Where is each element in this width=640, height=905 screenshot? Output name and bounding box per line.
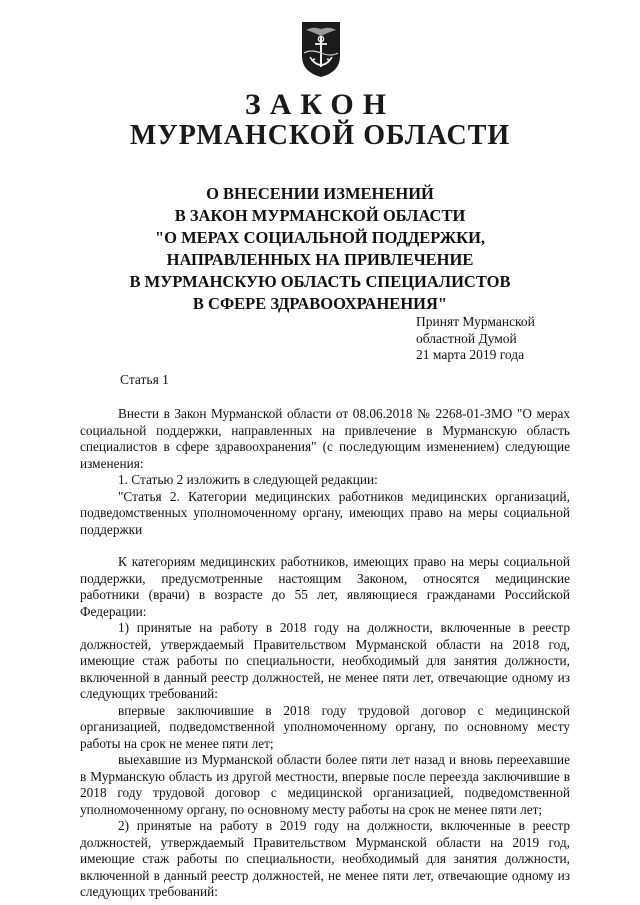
subtitle-line: "О МЕРАХ СОЦИАЛЬНОЙ ПОДДЕРЖКИ,	[154, 228, 486, 247]
law-title: ЗАКОН	[244, 88, 396, 121]
adoption-note	[416, 314, 535, 364]
paragraph: Внести в Закон Мурманской области от 08.06.2018 № 2268-01-ЗМО "О мерах социальной поддержки, направленных на привлечение в Мурманскую область специалистов в сфере здравоохранения" (с последующим изменением) следующие изменения:	[80, 406, 570, 471]
adoption-line: Принят Мурманской	[416, 314, 535, 329]
article-body	[80, 406, 570, 901]
subtitle-line: В ЗАКОН МУРМАНСКОЙ ОБЛАСТИ	[174, 206, 466, 225]
law-subtitle	[0, 183, 640, 315]
paragraph: 2) принятые на работу в 2019 году на должности, включенные в реестр должностей, утверждаемый Правительством Мурманской области на 2019 год, имеющие стаж работы по специальности, необходимый для занятия должности, включенной в данный реестр должностей, не менее пяти лет, отвечающие одному из следующих требований:	[80, 818, 570, 899]
region-title: МУРМАНСКОЙ ОБЛАСТИ	[129, 120, 511, 151]
paragraph: К категориям медицинских работников, имеющих право на меры социальной поддержки, предусмотренные настоящим Законом, относятся медицинские работники (врачи) в возрасте до 55 лет, являющиеся гражданами Российской Федерации:	[80, 554, 570, 619]
paragraph: выехавшие из Мурманской области более пяти лет назад и вновь переехавшие в Мурманскую область из другой местности, впервые после переезда заключившие в 2018 году трудовой договор с медицинской организацией, подведомственной уполномоченному органу, по основному месту работы на срок не менее пяти лет;	[80, 752, 570, 817]
subtitle-line: О ВНЕСЕНИИ ИЗМЕНЕНИЙ	[206, 184, 434, 203]
subtitle-line: В СФЕРЕ ЗДРАВООХРАНЕНИЯ"	[192, 294, 448, 313]
murmansk-coat-of-arms-icon	[300, 20, 342, 78]
paragraph: "Статья 2. Категории медицинских работников медицинских организаций, подведомственных уполномоченному органу, имеющих право на меры социальной поддержки	[80, 488, 570, 537]
paragraph: 1. Статью 2 изложить в следующей редакции:	[118, 472, 378, 487]
paragraph: впервые заключившие в 2018 году трудовой договор с медицинской организацией, подведомственной уполномоченному органу, по основному месту работы на срок не менее пяти лет;	[80, 702, 570, 751]
article-heading: Статья 1	[120, 372, 169, 387]
paragraph: 1) принятые на работу в 2018 году на должности, включенные в реестр должностей, утверждаемый Правительством Мурманской области на 2018 год, имеющие стаж работы по специальности, необходимый для занятия должности, включенной в данный реестр должностей, не менее пяти лет, отвечающие одному из следующих требований:	[80, 620, 570, 701]
adoption-line: областной Думой	[416, 330, 517, 346]
subtitle-line: НАПРАВЛЕННЫХ НА ПРИВЛЕЧЕНИЕ	[166, 250, 474, 269]
adoption-date: 21 марта 2019 года	[416, 347, 525, 362]
subtitle-line: В МУРМАНСКУЮ ОБЛАСТЬ СПЕЦИАЛИСТОВ	[129, 272, 511, 291]
